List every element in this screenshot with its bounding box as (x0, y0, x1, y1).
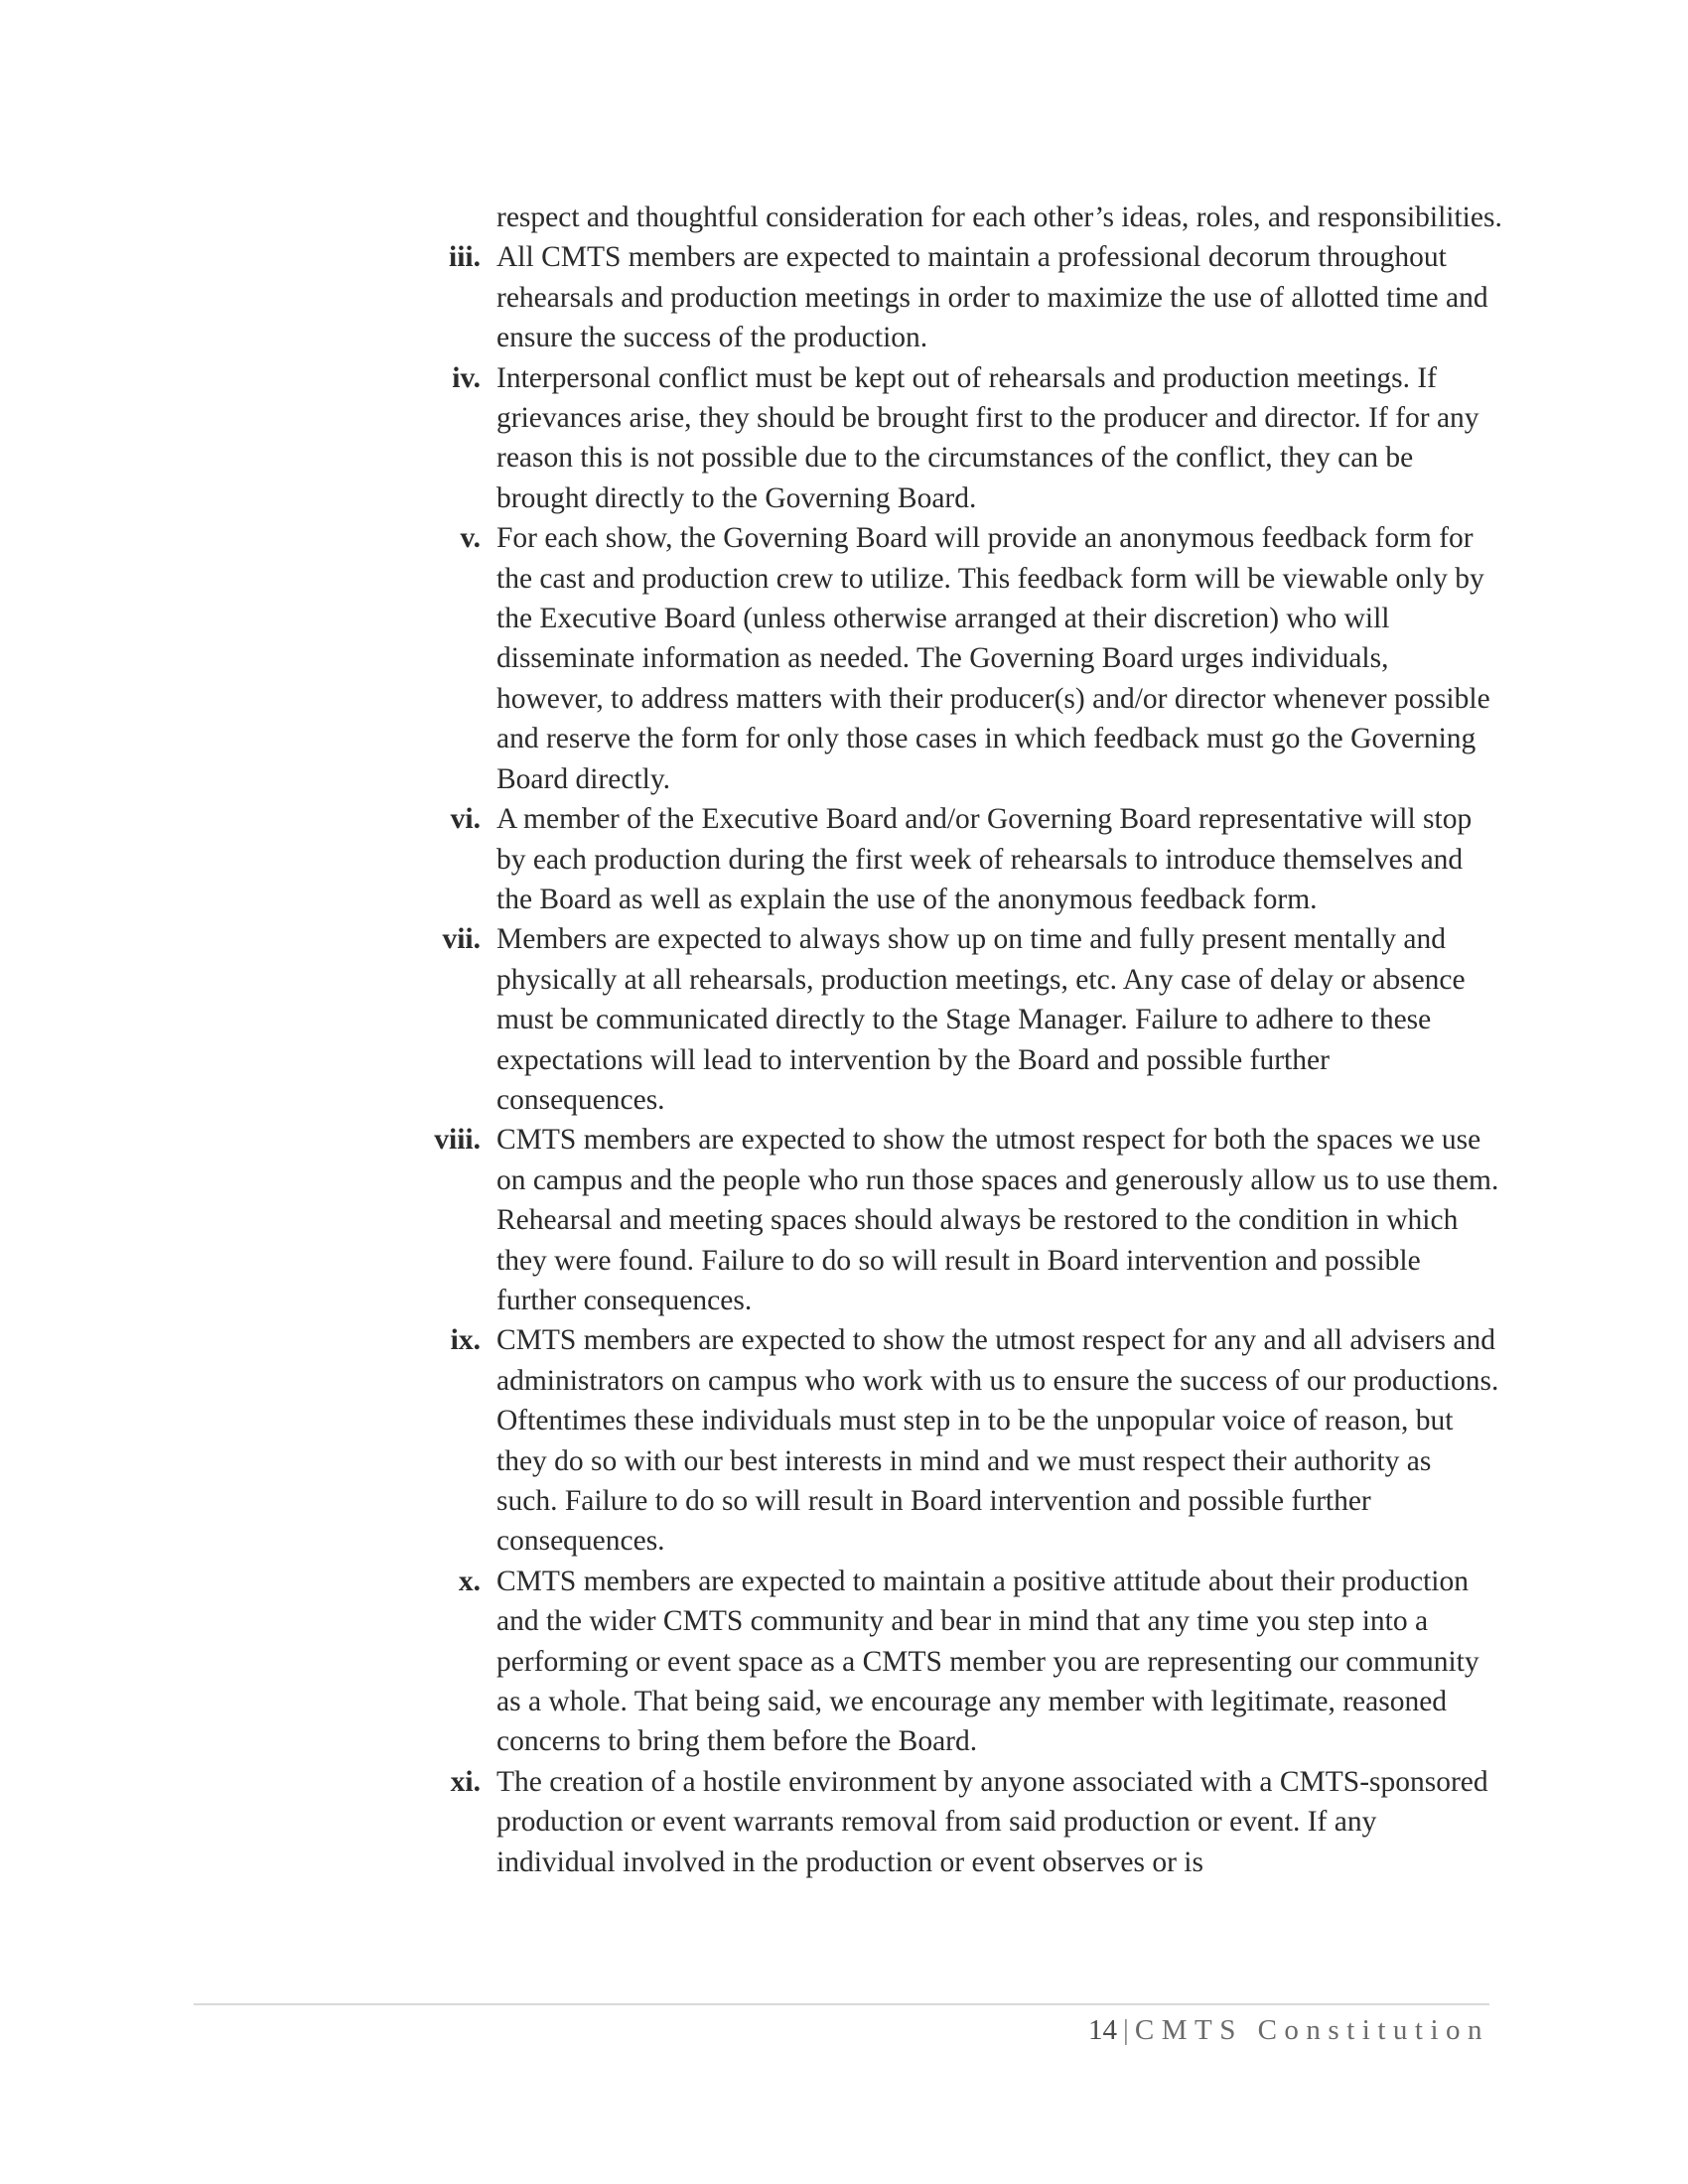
list-item-number: viii. (434, 1124, 481, 1157)
list-item-ix (387, 1320, 1504, 1561)
list-item-text: CMTS members are expected to maintain a positive attitude about their production and the wider CMTS community and bear in mind that any time you step into a performing or event space as a CMTS member you are representing our community as a whole. That being said, we encourage any member with legitimate, reasoned concerns to bring them before the Board. (496, 1565, 1479, 1758)
list-item-text: For each show, the Governing Board will provide an anonymous feedback form for the cast and production crew to utilize. This feedback form will be viewable only by the Executive Board (unless otherwise arranged at their discretion) who will disseminate information as needed. The Governing Board urges individuals, however, to address matters with their producer(s) and/or director whenever possible and reserve the form for only those cases in which feedback must go the Governing Board directly. (496, 522, 1490, 795)
document-title: CMTS Constitution (1134, 2014, 1489, 2046)
list-item-iii (387, 237, 1504, 357)
continuation-paragraph: respect and thoughtful consideration for each other’s ideas, roles, and responsibilities. (496, 202, 1502, 233)
list-item-number: iii. (449, 241, 481, 274)
list-item-text: CMTS members are expected to show the utmost respect for both the spaces we use on campus and the people who run those spaces and generously allow us to use them. Rehearsal and meeting spaces should always be restored to the condition in which they were found. Failure to do so will result in Board intervention and possible further consequences. (496, 1124, 1499, 1316)
list-item-xi (387, 1762, 1504, 1882)
footer-separator: | (1123, 2014, 1129, 2046)
list-item-text: A member of the Executive Board and/or Governing Board representative will stop by each production during the first week of rehearsals to introduce themselves and the Board as well as explain the use of the anonymous feedback form. (496, 803, 1473, 915)
list-item-viii (387, 1120, 1504, 1320)
page-footer (1088, 2010, 1489, 2050)
page-body (387, 198, 1504, 1882)
list-item-vii (387, 919, 1504, 1120)
footer-divider (194, 2003, 1489, 2005)
list-item-x (387, 1562, 1504, 1762)
page-number: 14 (1088, 2014, 1118, 2046)
list-item-text: Members are expected to always show up on time and fully present mentally and physically at all rehearsals, production meetings, etc. Any case of delay or absence must be communicated directly to the Stage Manager. Failure to adhere to these expectations will lead to intervention by the Board and possible further consequences. (496, 923, 1466, 1116)
list-item-v (387, 518, 1504, 799)
list-item-text: All CMTS members are expected to maintain a professional decorum throughout rehearsals and production meetings in order to maximize the use of allotted time and ensure the success of the production. (496, 241, 1488, 354)
list-item-number: vii. (442, 923, 481, 956)
list-item-number: iv. (452, 361, 481, 394)
list-item-vi (387, 799, 1504, 919)
list-item-number: xi. (450, 1765, 481, 1798)
list-item-text: CMTS members are expected to show the utmost respect for any and all advisers and administrators on campus who work with us to ensure the success of our productions. Oftentimes these individuals must step in to be the unpopular voice of reason, but they do so with our best interests in mind and we must respect their authority as such. Failure to do so will result in Board intervention and possible further consequences. (496, 1324, 1499, 1558)
list-item-number: ix. (450, 1324, 481, 1357)
list-item-number: v. (460, 522, 481, 555)
list-item-number: vi. (450, 803, 481, 836)
list-item-text: Interpersonal conflict must be kept out of rehearsals and production meetings. If grievances arise, they should be brought first to the producer and director. If for any reason this is not possible due to the circumstances of the conflict, they can be brought directly to the Governing Board. (496, 361, 1479, 514)
list-item-iv (387, 358, 1504, 519)
list-item-text: The creation of a hostile environment by anyone associated with a CMTS-sponsored production or event warrants removal from said production or event. If any individual involved in the production or event observes or is (496, 1765, 1488, 1878)
list-item-number: x. (458, 1565, 481, 1597)
